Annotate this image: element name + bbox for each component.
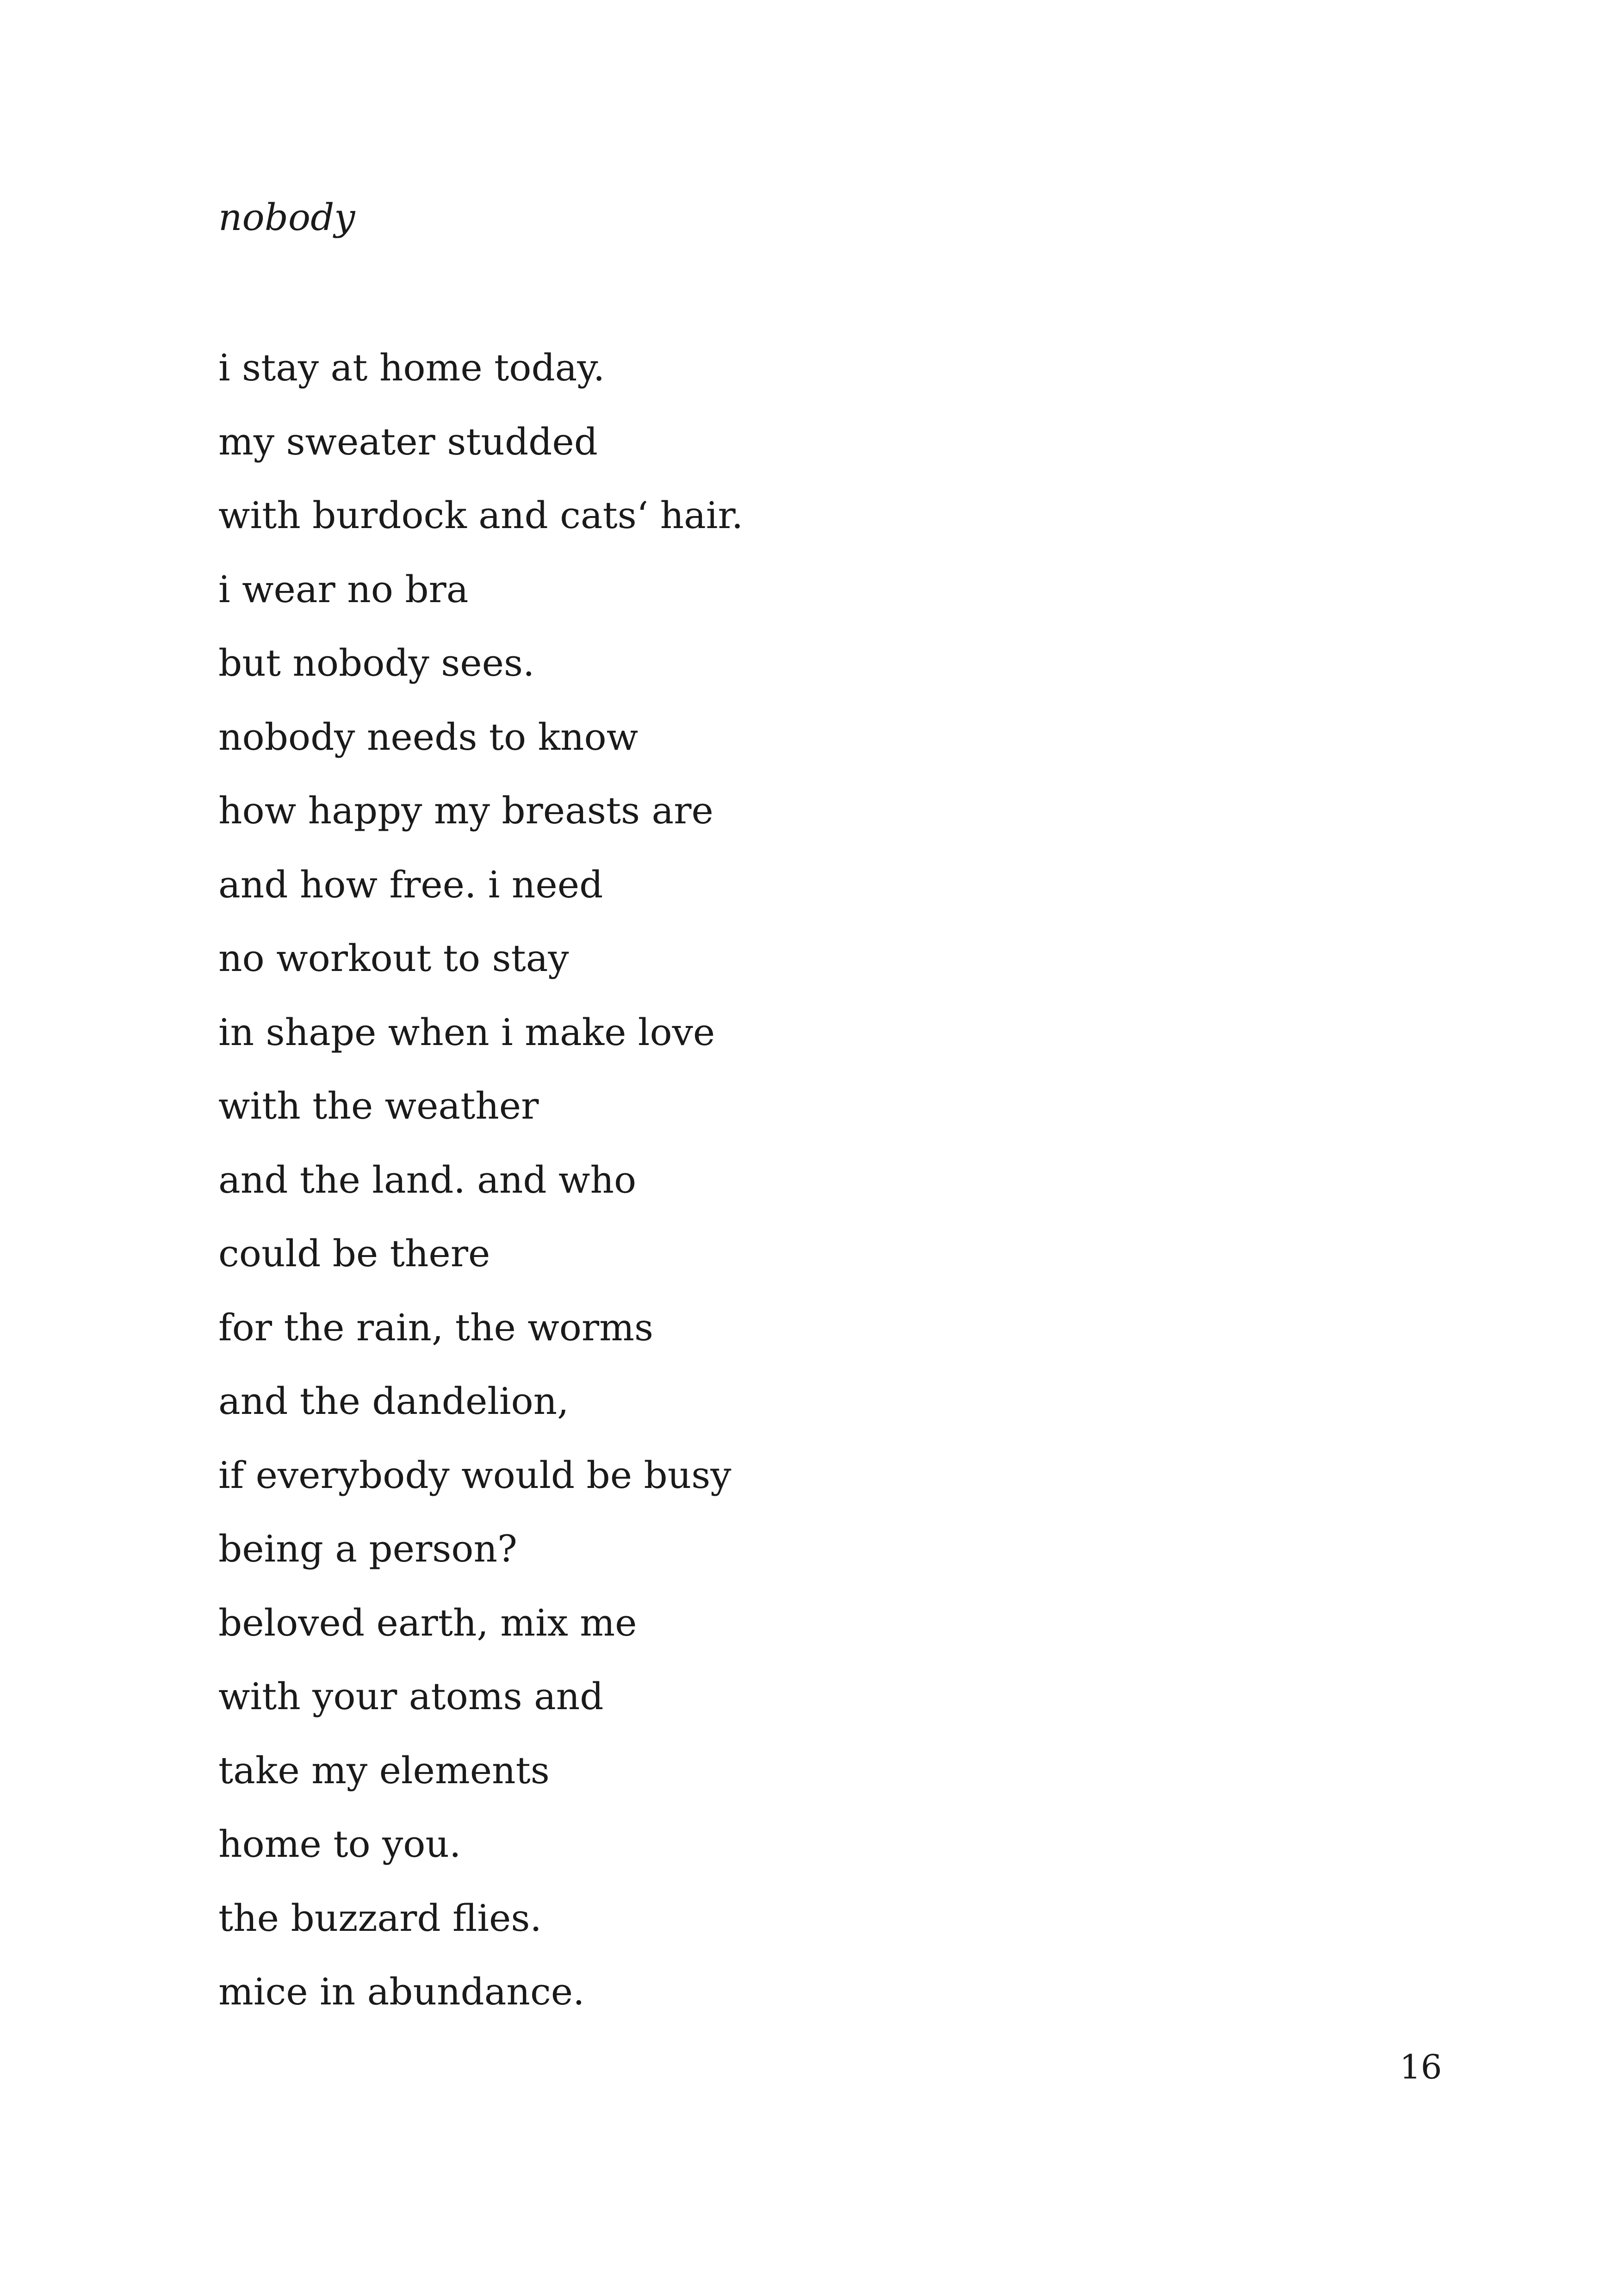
poem-line: could be there xyxy=(218,1232,490,1275)
poem-line: beloved earth, mix me xyxy=(218,1601,637,1644)
page-number: 16 xyxy=(1400,2047,1442,2086)
poem-line: in shape when i make love xyxy=(218,1010,715,1054)
poem-line: no workout to stay xyxy=(218,937,569,980)
poem-line: with burdock and cats‘ hair. xyxy=(218,494,744,537)
poem-line: i stay at home today. xyxy=(218,346,605,389)
poem-body xyxy=(218,346,744,2047)
poem-line: and how free. i need xyxy=(218,863,603,906)
poem-line: and the land. and who xyxy=(218,1158,637,1201)
poem-line: mice in abundance. xyxy=(218,1970,585,2013)
poem-line: but nobody sees. xyxy=(218,641,535,684)
poem-line: take my elements xyxy=(218,1748,550,1792)
poem-line: how happy my breasts are xyxy=(218,789,713,832)
poem-line: with your atoms and xyxy=(218,1675,604,1718)
poem-line: and the dandelion, xyxy=(218,1380,569,1423)
poem-line: being a person? xyxy=(218,1527,517,1570)
poem-line: home to you. xyxy=(218,1823,461,1866)
poem-line: if everybody would be busy xyxy=(218,1453,732,1497)
poem-line: with the weather xyxy=(218,1084,539,1127)
poem-line: my sweater studded xyxy=(218,420,598,463)
poem-line: for the rain, the worms xyxy=(218,1306,654,1349)
poem-title: nobody xyxy=(218,196,355,239)
poem-line: i wear no bra xyxy=(218,567,469,611)
poem-line: nobody needs to know xyxy=(218,715,639,759)
poem-line: the buzzard flies. xyxy=(218,1896,542,1940)
